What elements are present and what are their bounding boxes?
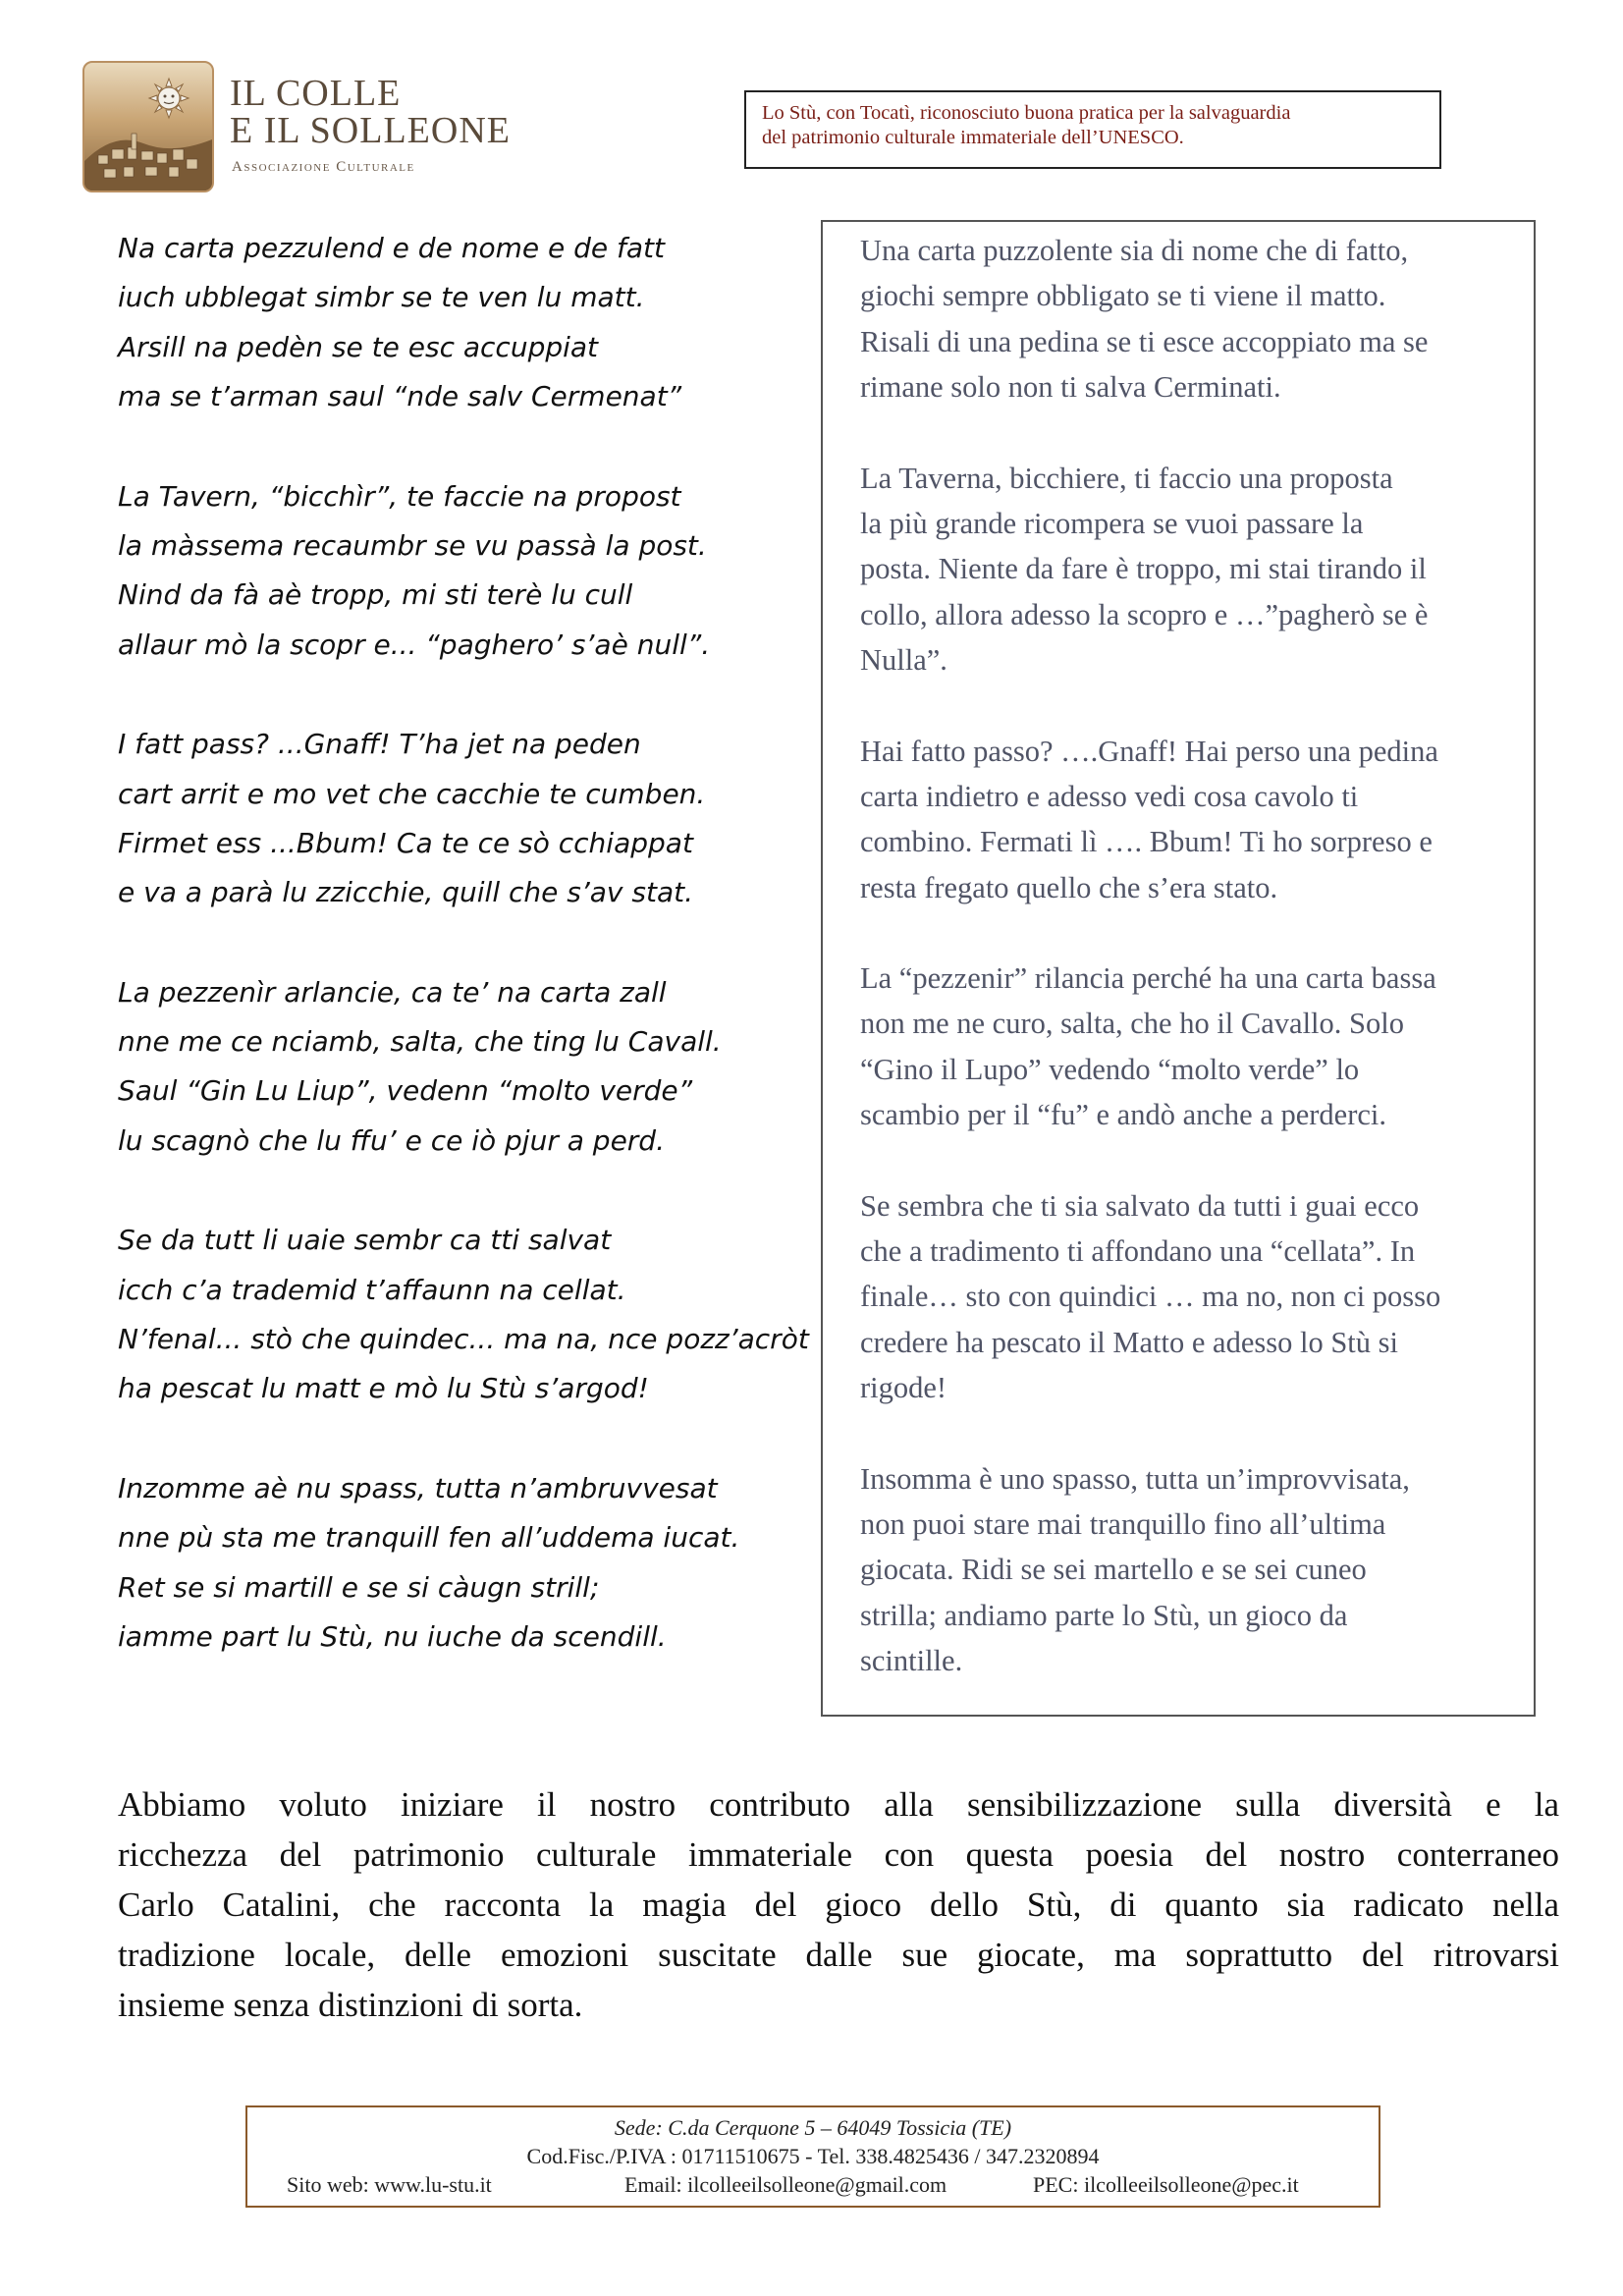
translation-line: Hai fatto passo? ….Gnaff! Hai perso una pedina: [860, 734, 1438, 768]
translation-line: non puoi stare mai tranquillo fino all’ultima: [860, 1506, 1386, 1541]
translation-stanza: [860, 729, 1518, 911]
paragraph-line: tradizione locale, delle emozioni suscitate dalle sue giocate, ma soprattutto del ritrovarsi: [118, 1936, 1559, 1974]
poem-line: la màssema recaumbr se vu passà la post.: [118, 528, 707, 562]
unesco-notice-box: [744, 90, 1441, 169]
translation-line: giochi sempre obbligato se ti viene il matto.: [860, 279, 1386, 313]
poem-line: N’fenal... stò che quindec... ma na, nce pozz’acròt: [118, 1323, 809, 1356]
poem-stanza: [118, 968, 825, 1167]
poem-line: Se da tutt li uaie sembr ca tti salvat: [118, 1224, 612, 1257]
poem-line: iuch ubblegat simbr se te ven lu matt.: [118, 281, 645, 314]
poem-stanza: [118, 224, 825, 422]
unesco-line: Lo Stù, con Tocatì, riconosciuto buona pratica per la salvaguardia: [762, 102, 1291, 124]
translation-text: [860, 228, 1518, 1729]
translation-line: resta fregato quello che s’era stato.: [860, 870, 1278, 904]
logo-title-line2: E IL SOLLEONE: [230, 110, 511, 151]
paragraph-line: insieme senza distinzioni di sorta.: [118, 1986, 583, 2024]
poem-line: Ret se si martill e se si càugn strill;: [118, 1570, 600, 1604]
paragraph-line: Carlo Catalini, che racconta la magia del gioco dello Stù, di quanto sia radicato nella: [118, 1886, 1559, 1924]
poem-line: lu scagnò che lu ffu’ e ce iò pjur a perd.: [118, 1123, 665, 1157]
translation-line: Insomma è uno spasso, tutta un’improvvisata,: [860, 1461, 1410, 1496]
translation-line: la più grande ricompera se vuoi passare la: [860, 506, 1364, 540]
poem-line: I fatt pass? ...Gnaff! T’ha jet na peden: [118, 728, 641, 761]
footer-address: Sede: C.da Cerquone 5 – 64049 Tossicia (TE): [614, 2115, 1012, 2140]
logo-title-line1: IL COLLE: [230, 73, 402, 114]
logo-subtitle: Associazione Culturale: [232, 159, 415, 175]
poem-line: Na carta pezzulend e de nome e de fatt: [118, 232, 665, 264]
poem-line: Arsill na pedèn se te esc accuppiat: [118, 330, 599, 363]
poem-stanza: [118, 1464, 825, 1663]
logo-title: [230, 75, 511, 149]
poem-line: cart arrit e mo vet che cacchie te cumben.: [118, 777, 706, 810]
poem-stanza: [118, 720, 825, 918]
poem-line: nne me ce nciamb, salta, che ting lu Cavall.: [118, 1025, 722, 1059]
translation-line: “Gino il Lupo” vedendo “molto verde” lo: [860, 1052, 1360, 1086]
footer-website: Sito web: www.lu-stu.it: [287, 2172, 492, 2197]
translation-line: Risali di una pedina se ti esce accoppiato ma se: [860, 324, 1429, 358]
translation-line: La “pezzenir” rilancia perché ha una carta bassa: [860, 961, 1436, 996]
translation-line: posta. Niente da fare è troppo, mi stai tirando il: [860, 552, 1427, 586]
logo-emblem-icon: [82, 61, 214, 192]
translation-line: collo, allora adesso la scopro e …”pagherò se è: [860, 597, 1429, 631]
dialect-poem: [118, 224, 825, 1712]
translation-stanza: [860, 1456, 1518, 1684]
footer-fiscal-phone: Cod.Fisc./P.IVA : 01711510675 - Tel. 338.4825436 / 347.2320894: [526, 2144, 1100, 2168]
translation-stanza: [860, 228, 1518, 410]
translation-stanza: [860, 456, 1518, 683]
poem-line: ma se t’arman saul “nde salv Cermenat”: [118, 380, 682, 413]
poem-line: icch c’a trademid t’affaunn na cellat.: [118, 1273, 626, 1306]
footer-contact-box: [245, 2105, 1380, 2208]
translation-line: scambio per il “fu” e andò anche a perderci.: [860, 1098, 1387, 1132]
poem-line: Firmet ess ...Bbum! Ca te ce sò cchiappat: [118, 826, 693, 859]
poem-line: Nind da fà aè tropp, mi sti terè lu cull: [118, 578, 633, 612]
poem-line: La Tavern, “bicchìr”, te faccie na propost: [118, 479, 681, 513]
poem-stanza: [118, 472, 825, 671]
poem-stanza: [118, 1216, 825, 1414]
paragraph-line: ricchezza del patrimonio culturale immateriale con questa poesia del nostro conterraneo: [118, 1835, 1559, 1874]
translation-stanza: [860, 1183, 1518, 1411]
italian-translation-box: [821, 220, 1536, 1717]
translation-line: giocata. Ridi se sei martello e se sei cuneo: [860, 1553, 1367, 1587]
poem-line: nne pù sta me tranquill fen all’uddema iucat.: [118, 1521, 740, 1555]
translation-line: rimane solo non ti salva Cerminati.: [860, 370, 1281, 405]
translation-line: La Taverna, bicchiere, ti faccio una proposta: [860, 461, 1393, 495]
poem-line: Inzomme aè nu spass, tutta n’ambruvvesat: [118, 1471, 718, 1504]
translation-line: non me ne curo, salta, che ho il Cavallo. Solo: [860, 1007, 1404, 1041]
footer-email: Email: ilcolleeilsolleone@gmail.com: [624, 2172, 947, 2197]
translation-line: Una carta puzzolente sia di nome che di fatto,: [860, 234, 1409, 267]
poem-line: ha pescat lu matt e mò lu Stù s’argod!: [118, 1372, 649, 1405]
poem-line: Saul “Gin Lu Liup”, vedenn “molto verde”: [118, 1074, 693, 1108]
poem-line: La pezzenìr arlancie, ca te’ na carta zall: [118, 975, 667, 1009]
unesco-line: del patrimonio culturale immateriale dell’UNESCO.: [762, 127, 1184, 148]
translation-line: carta indietro e adesso vedi cosa cavolo ti: [860, 779, 1359, 813]
footer-pec: PEC: ilcolleeilsolleone@pec.it: [1033, 2172, 1299, 2197]
poem-line: e va a parà lu zzicchie, quill che s’av stat.: [118, 876, 694, 909]
translation-line: rigode!: [860, 1371, 947, 1405]
poem-line: iamme part lu Stù, nu iuche da scendill.: [118, 1619, 667, 1653]
translation-line: Se sembra che ti sia salvato da tutti i guai ecco: [860, 1188, 1420, 1223]
association-logo: [82, 61, 514, 189]
translation-line: scintille.: [860, 1644, 963, 1678]
translation-stanza: [860, 956, 1518, 1138]
translation-line: credere ha pescato il Matto e adesso lo Stù si: [860, 1325, 1398, 1359]
translation-line: Nulla”.: [860, 643, 947, 678]
translation-line: combino. Fermati lì …. Bbum! Ti ho sorpreso e: [860, 825, 1433, 859]
translation-line: che a tradimento ti affondano una “cellata”. In: [860, 1234, 1416, 1269]
paragraph-line: Abbiamo voluto iniziare il nostro contributo alla sensibilizzazione sulla diversità e la: [118, 1785, 1559, 1824]
translation-line: strilla; andiamo parte lo Stù, un gioco da: [860, 1598, 1348, 1632]
intro-paragraph: [118, 1779, 1559, 2030]
translation-line: finale… sto con quindici … ma no, non ci posso: [860, 1280, 1441, 1314]
poem-line: allaur mò la scopr e... “paghero’ s’aè null”.: [118, 628, 711, 661]
